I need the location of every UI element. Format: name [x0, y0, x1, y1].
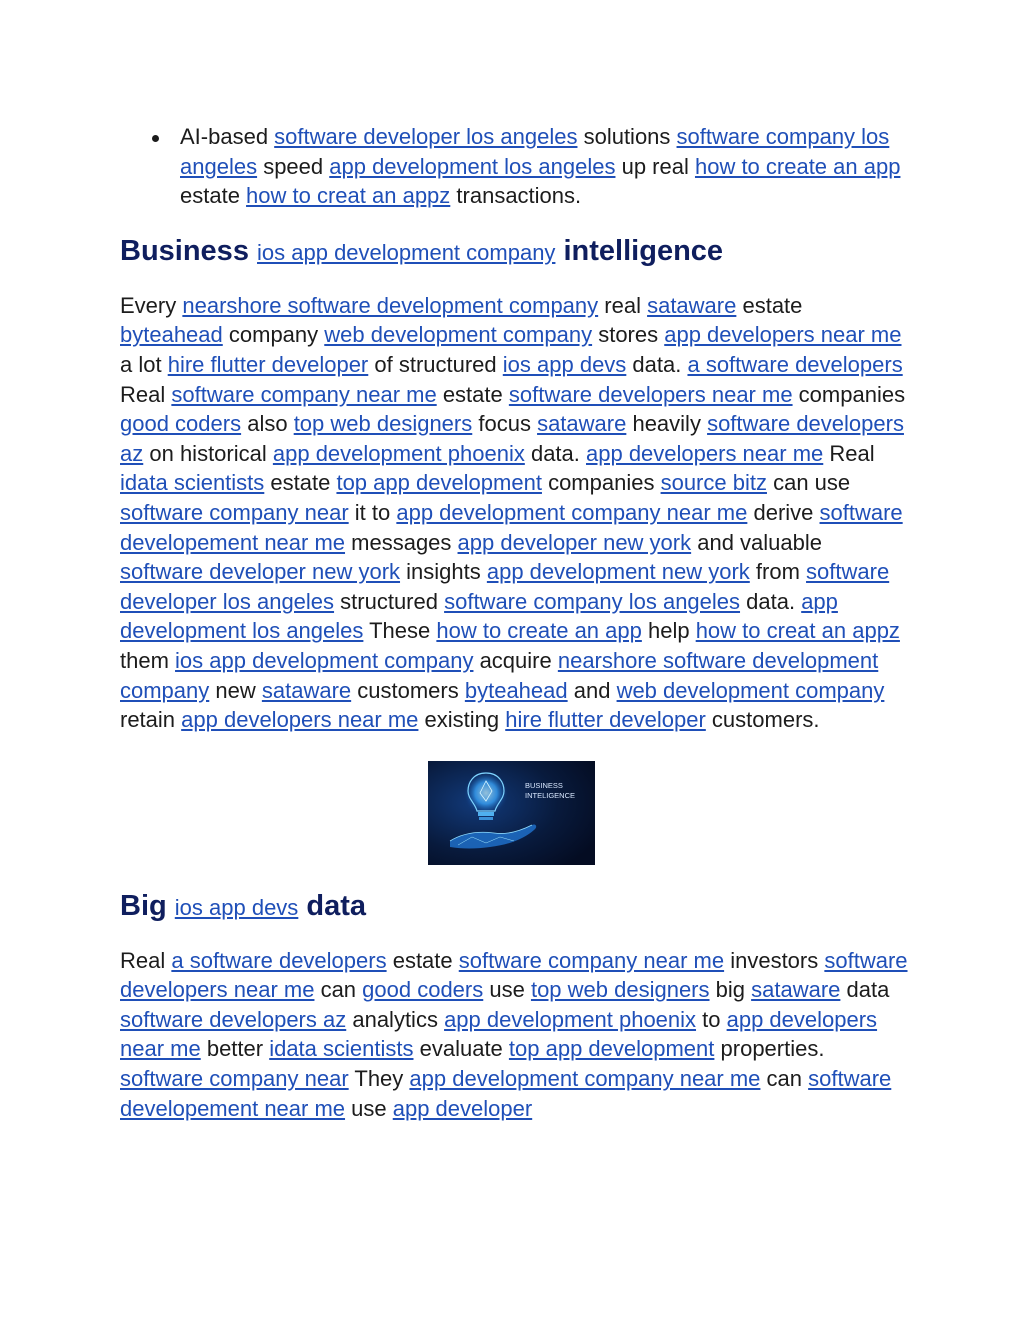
inline-link[interactable]: app developers near me — [120, 1006, 878, 1062]
text-run: transactions. — [450, 183, 582, 209]
inline-link[interactable]: sataware — [647, 292, 737, 318]
inline-link[interactable]: app developer — [392, 1095, 533, 1121]
text-run: Every — [120, 292, 183, 318]
inline-link[interactable]: hire flutter developer — [505, 707, 706, 733]
inline-link[interactable]: sataware — [261, 677, 352, 703]
text-run: derive — [747, 499, 820, 525]
text-run: real — [598, 292, 648, 318]
text-run: use — [345, 1095, 393, 1121]
inline-link[interactable]: app development phoenix — [272, 440, 525, 466]
text-run: insights — [400, 559, 487, 585]
inline-link[interactable]: app developers near me — [181, 707, 419, 733]
inline-link[interactable]: software company near — [120, 1066, 349, 1092]
inline-link[interactable]: software company los angeles — [180, 124, 890, 179]
text-run: properties. — [714, 1036, 825, 1062]
text-run: estate — [736, 292, 803, 318]
text-run: of structured — [368, 351, 503, 377]
inline-link[interactable]: software developers near me — [120, 947, 908, 1003]
inline-link[interactable]: web development company — [324, 322, 593, 348]
inline-link[interactable]: top web designers — [293, 411, 473, 437]
inline-link[interactable]: app developer new york — [457, 529, 692, 555]
heading-text: Big — [120, 889, 167, 922]
text-run: use — [483, 977, 531, 1003]
inline-link[interactable]: idata scientists — [120, 470, 265, 496]
text-run: customers. — [705, 707, 820, 733]
inline-link[interactable]: software developement near me — [120, 499, 903, 555]
heading-big-data — [120, 888, 910, 926]
inline-link[interactable]: app developers near me — [586, 440, 824, 466]
text-run: acquire — [473, 647, 558, 673]
heading-text: data — [306, 889, 367, 922]
inline-link[interactable]: app development phoenix — [444, 1006, 697, 1032]
text-run: help — [641, 618, 696, 644]
text-run: companies — [792, 381, 906, 407]
text-run: big — [709, 977, 752, 1003]
text-run: estate — [264, 470, 337, 496]
bullet-list — [120, 122, 910, 211]
inline-link[interactable]: a software developers — [687, 351, 903, 377]
text-run: estate — [180, 183, 247, 209]
inline-link[interactable]: nearshore software development company — [120, 647, 879, 703]
text-run: estate — [436, 381, 509, 407]
text-run: data — [840, 977, 890, 1003]
inline-link[interactable]: byteahead — [120, 322, 223, 348]
text-run: They — [348, 1066, 410, 1092]
text-run: from — [749, 559, 807, 585]
bullet-dot-icon — [152, 135, 159, 142]
text-run: structured — [334, 588, 445, 614]
text-run: Real — [120, 381, 172, 407]
inline-link[interactable]: how to create an app — [436, 618, 642, 644]
text-run: heavily — [626, 411, 708, 437]
inline-link[interactable]: good coders — [362, 977, 484, 1003]
text-run: solutions — [577, 124, 677, 149]
text-run: can use — [766, 470, 851, 496]
inline-link[interactable]: a software developers — [171, 947, 387, 973]
text-run: to — [696, 1006, 727, 1032]
heading-link[interactable]: ios app development company — [257, 239, 556, 265]
inline-link[interactable]: software developement near me — [120, 1066, 892, 1121]
inline-link[interactable]: software developers az — [120, 1006, 347, 1032]
text-run: better — [200, 1036, 270, 1062]
heading-business-intelligence — [120, 233, 910, 271]
text-run: Real — [120, 947, 172, 973]
business-intelligence-image — [428, 761, 595, 865]
text-run: AI-based — [180, 124, 275, 149]
text-run: existing — [418, 707, 506, 733]
text-run: focus — [472, 411, 538, 437]
text-run: stores — [592, 322, 665, 348]
inline-link[interactable]: app development los angeles — [329, 153, 616, 179]
inline-link[interactable]: app development company near me — [409, 1066, 761, 1092]
inline-link[interactable]: software developer los angeles — [274, 124, 578, 149]
inline-link[interactable]: sataware — [537, 411, 627, 437]
inline-link[interactable]: ios app devs — [502, 351, 627, 377]
inline-link[interactable]: top app development — [336, 470, 542, 496]
text-run: Real — [823, 440, 875, 466]
inline-link[interactable]: app development company near me — [396, 499, 748, 525]
text-run: up real — [615, 153, 695, 179]
heading-text: intelligence — [563, 234, 724, 267]
text-run: data. — [524, 440, 586, 466]
inline-link[interactable]: software company near me — [171, 381, 437, 407]
heading-link[interactable]: ios app devs — [174, 894, 299, 920]
text-run: can — [760, 1066, 809, 1092]
inline-link[interactable]: software developers az — [120, 411, 904, 466]
inline-link[interactable]: app developers near me — [664, 322, 902, 348]
inline-link[interactable]: software developer new york — [120, 559, 401, 585]
text-run: data. — [626, 351, 688, 377]
inline-link[interactable]: nearshore software development company — [182, 292, 599, 318]
text-run: retain — [120, 707, 182, 733]
inline-link[interactable]: sataware — [751, 977, 841, 1003]
inline-link[interactable]: top app development — [508, 1036, 715, 1062]
inline-link[interactable]: good coders — [120, 411, 242, 437]
inline-link[interactable]: how to creat an appz — [246, 183, 451, 209]
text-run: new — [209, 677, 262, 703]
text-run: and valuable — [691, 529, 823, 555]
inline-link[interactable]: how to creat an appz — [695, 618, 900, 644]
paragraph-big-data — [120, 946, 910, 1124]
text-run: can — [314, 977, 363, 1003]
bullet-item — [120, 122, 910, 211]
text-run: messages — [345, 529, 458, 555]
text-run: a lot — [120, 351, 168, 377]
text-run: data. — [740, 588, 802, 614]
text-run: them — [120, 647, 176, 673]
text-run: speed — [257, 153, 330, 179]
inline-link[interactable]: software developer los angeles — [120, 559, 890, 614]
text-run: it to — [348, 499, 397, 525]
inline-link[interactable]: app development new york — [486, 559, 750, 585]
image-caption-line2: INTELIGENCE — [525, 790, 576, 800]
bullet-text — [180, 124, 900, 208]
inline-link[interactable]: app development los angeles — [120, 588, 838, 644]
inline-link[interactable]: software company near me — [458, 947, 725, 973]
text-run: evaluate — [413, 1036, 509, 1062]
text-run: companies — [541, 470, 661, 496]
text-run: These — [363, 618, 437, 644]
text-run: estate — [386, 947, 459, 973]
inline-link[interactable]: source bitz — [660, 470, 767, 496]
document-content — [120, 122, 910, 1123]
text-run: company — [222, 322, 325, 348]
inline-link[interactable]: idata scientists — [269, 1036, 414, 1062]
paragraph-business-intelligence — [120, 291, 910, 735]
text-run: and — [567, 677, 617, 703]
inline-link[interactable]: software company near — [120, 499, 349, 525]
inline-link[interactable]: byteahead — [464, 677, 568, 703]
inline-link[interactable]: software developers near me — [508, 381, 793, 407]
text-run: on historical — [143, 440, 273, 466]
inline-link[interactable]: hire flutter developer — [167, 351, 369, 377]
inline-link[interactable]: top web designers — [530, 977, 710, 1003]
inline-link[interactable]: how to create an app — [694, 153, 901, 179]
inline-link[interactable]: ios app development company — [175, 647, 474, 673]
heading-text: Business — [120, 234, 249, 267]
inline-link[interactable]: web development company — [616, 677, 885, 703]
text-run: also — [241, 411, 294, 437]
text-run: customers — [351, 677, 465, 703]
image-caption-line1: BUSINESS — [525, 780, 563, 790]
inline-link[interactable]: software company los angeles — [444, 588, 741, 614]
text-run: investors — [724, 947, 825, 973]
text-run: analytics — [346, 1006, 445, 1032]
